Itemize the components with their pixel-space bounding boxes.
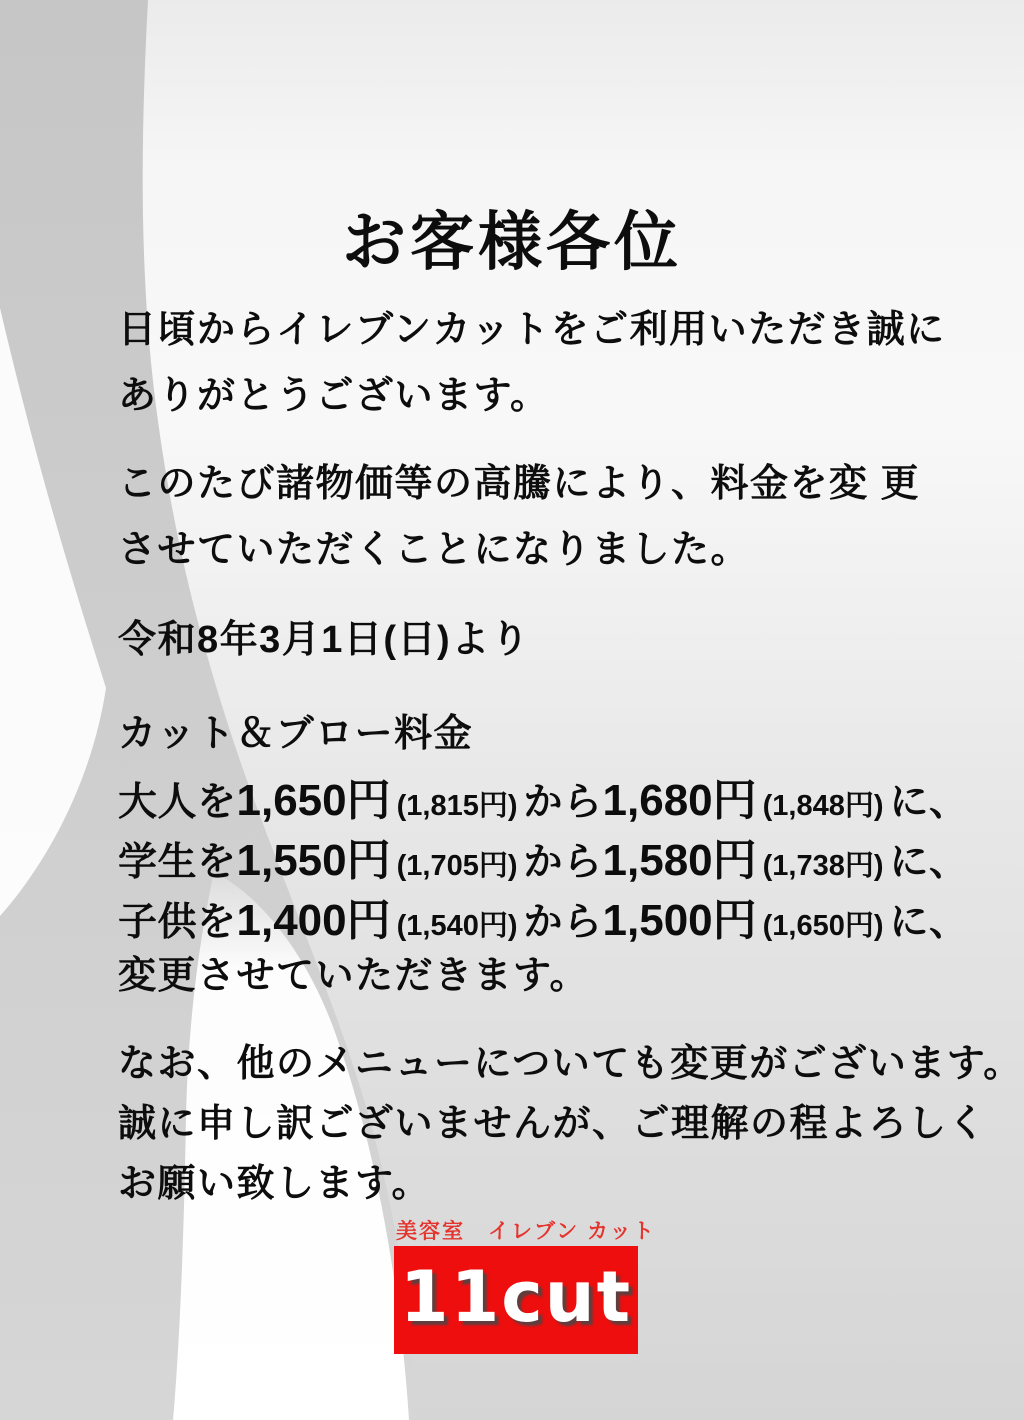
effective-date: 令和8年3月1日(日)より (118, 619, 531, 661)
old-price: 1,400円 (236, 896, 391, 945)
price-label: 大人を (118, 781, 237, 824)
old-price: 1,650円 (236, 776, 391, 825)
old-price-tax: (1,540円) (396, 910, 518, 942)
price-connector: から (523, 841, 603, 884)
old-price-tax: (1,815円) (396, 790, 518, 822)
price-label: 学生を (118, 841, 237, 884)
pricing-heading: カット＆ブロー料金 (118, 713, 474, 755)
price-row-adult (118, 764, 978, 828)
price-label: 子供を (118, 901, 237, 944)
price-connector: から (523, 901, 603, 944)
pricing-footer: 変更させていただきます。 (118, 955, 589, 997)
greeting-line-2: ありがとうございます。 (118, 375, 550, 417)
salon-logo-text: 11cut (399, 1256, 633, 1338)
closing-line-1: なお、他のメニューについても変更がございます。 (118, 1043, 1023, 1085)
price-row-student (118, 824, 978, 888)
closing-line-2: 誠に申し訳ございませんが、ご理解の程よろしく (118, 1103, 988, 1145)
greeting-line-1: 日頃からイレブンカットをご利用いただき誠に (118, 309, 946, 351)
new-price-tax: (1,738円) (762, 850, 884, 882)
salon-tagline: 美容室 イレブン カット (396, 1220, 656, 1243)
new-price: 1,500円 (602, 896, 757, 945)
old-price-tax: (1,705円) (396, 850, 518, 882)
new-price: 1,680円 (602, 776, 757, 825)
reason-line-1: このたび諸物価等の高騰により、料金を変 更 (118, 463, 921, 505)
new-price-tax: (1,650円) (762, 910, 884, 942)
price-suffix: に、 (889, 781, 969, 824)
page-title: お客様各位 (342, 205, 682, 278)
price-connector: から (523, 781, 603, 824)
salon-logo (394, 1246, 638, 1354)
price-suffix: に、 (889, 901, 969, 944)
new-price: 1,580円 (602, 836, 757, 885)
old-price: 1,550円 (236, 836, 391, 885)
price-suffix: に、 (889, 841, 969, 884)
new-price-tax: (1,848円) (762, 790, 884, 822)
price-row-child (118, 884, 978, 948)
reason-line-2: させていただくことになりました。 (118, 529, 751, 571)
closing-line-3: お願い致します。 (118, 1163, 431, 1205)
